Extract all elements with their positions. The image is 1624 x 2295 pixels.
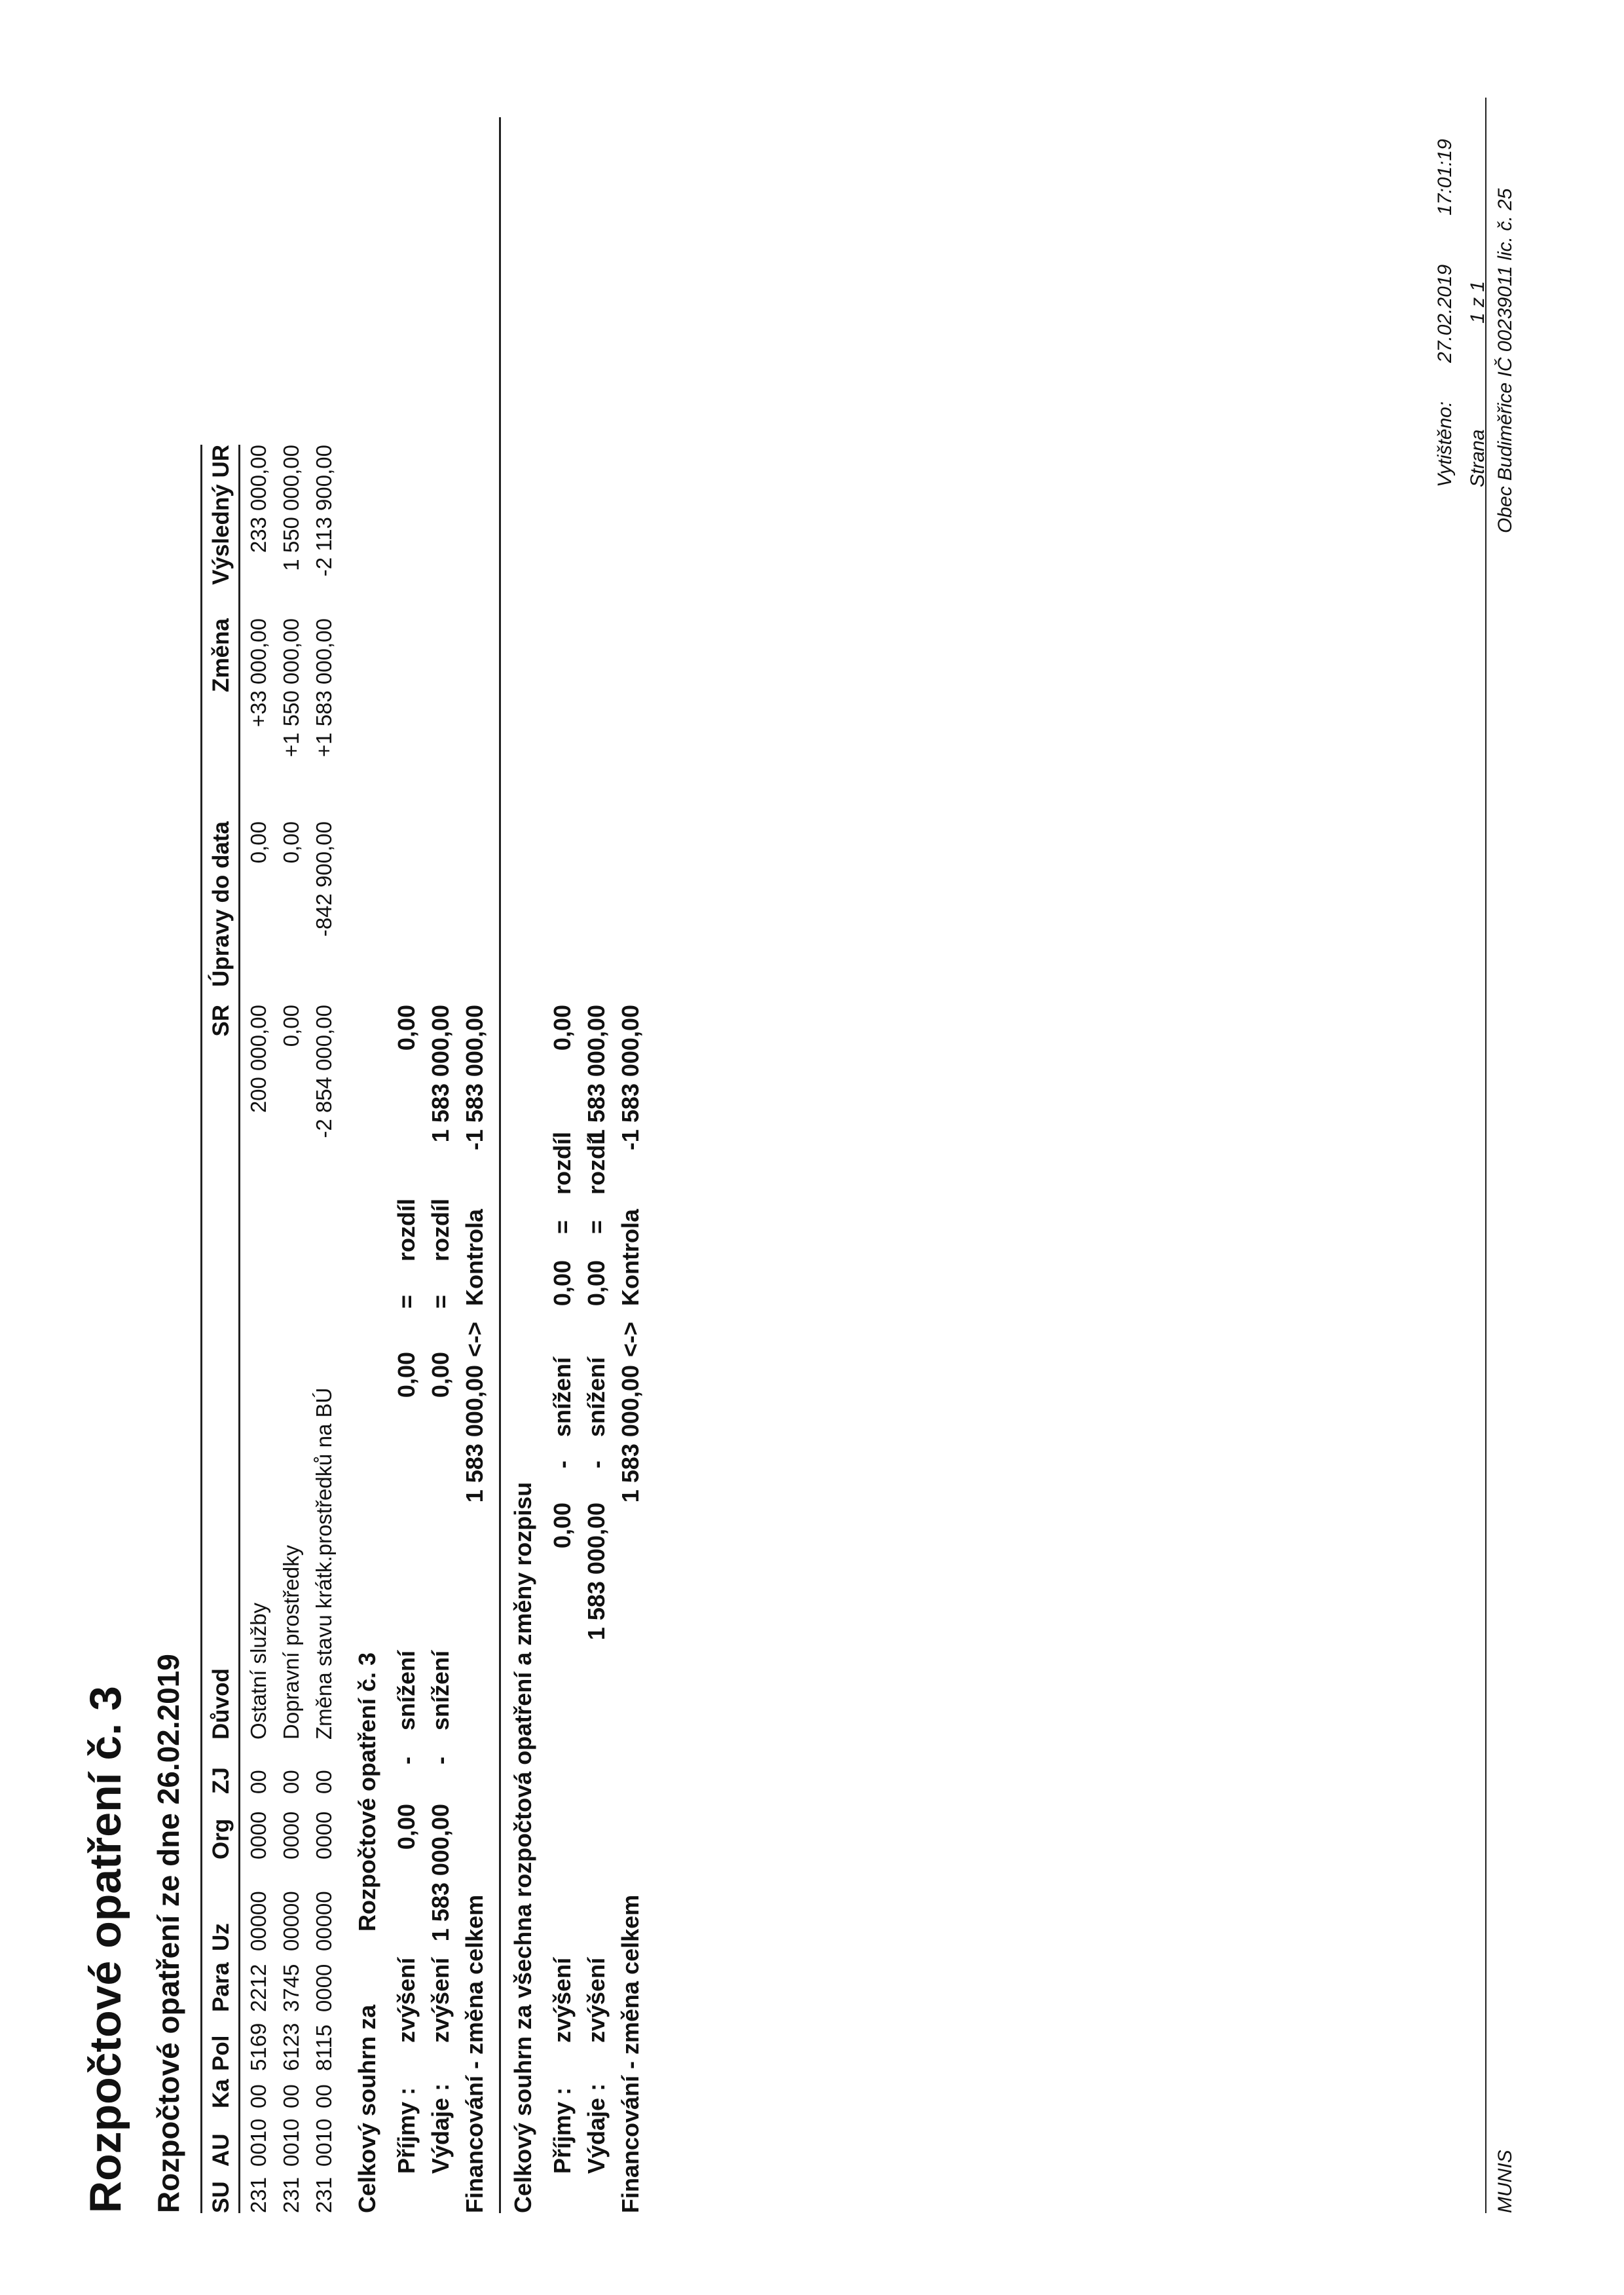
prijmy-zvyseni-value: 0,00 xyxy=(549,1502,576,1549)
printed-label: Vytištěno: xyxy=(1434,401,1456,487)
prijmy-label: Příjmy : xyxy=(549,2087,576,2174)
footer-rule xyxy=(1485,98,1486,2213)
prijmy-equals: = xyxy=(549,1220,576,1234)
table-top-rule xyxy=(200,445,202,2213)
prijmy-minus: - xyxy=(393,1757,420,1764)
page-label: Strana xyxy=(1467,429,1488,487)
vydaje-equals: = xyxy=(583,1220,610,1234)
financovani-label: Financování - změna celkem xyxy=(461,1894,488,2213)
summary-heading: Celkový souhrn za xyxy=(354,2004,380,2213)
cell-uz: 00000 xyxy=(246,1891,270,1951)
cell-su: 231 xyxy=(246,2176,270,2213)
vydaje-minus: - xyxy=(427,1757,454,1764)
cell-zj: 00 xyxy=(246,1770,270,1794)
summary-heading: Celkový souhrn za všechna rozpočtová opatření a změny rozpisu xyxy=(509,1482,536,2213)
cell-duvod: Změna stavu krátk.prostředků na BÚ xyxy=(312,1387,336,1740)
cell-pol: 6123 xyxy=(279,2023,303,2071)
financovani-arrow: <-> xyxy=(461,1321,488,1357)
cell-zj: 00 xyxy=(312,1770,336,1794)
prijmy-rozdil-label: rozdíl xyxy=(393,1199,420,1261)
vydaje-snizeni-label: snížení xyxy=(427,1650,454,1730)
cell-org: 0000 xyxy=(279,1811,303,1859)
kontrola-label: Kontrola xyxy=(617,1209,644,1306)
document-subtitle: Rozpočtové opatření ze dne 26.02.2019 xyxy=(151,1654,185,2213)
cell-sr: 0,00 xyxy=(279,1005,303,1047)
prijmy-rozdil-label: rozdíl xyxy=(549,1132,576,1195)
footer-organization: Obec Budiměřice IČ 00239011 lic. č. 25 xyxy=(1494,188,1516,533)
section-divider xyxy=(499,117,501,2213)
financovani-value: 1 583 000,00 xyxy=(461,1365,488,1503)
cell-para: 3745 xyxy=(279,1964,303,2012)
prijmy-rozdil-value: 0,00 xyxy=(549,1005,576,1051)
cell-upravy: -842 900,00 xyxy=(312,821,336,937)
summary-heading-name: Rozpočtové opatření č. 3 xyxy=(354,1652,380,1931)
financovani-arrow: <-> xyxy=(617,1321,644,1357)
vydaje-rozdil-label: rozdíl xyxy=(427,1199,454,1261)
document-title: Rozpočtové opatření č. 3 xyxy=(81,1686,130,2213)
cell-sr: -2 854 000,00 xyxy=(312,1005,336,1138)
cell-au: 0010 xyxy=(279,2118,303,2167)
vydaje-minus: - xyxy=(583,1461,610,1468)
vydaje-snizeni-value: 0,00 xyxy=(427,1352,454,1398)
col-upravy: Úpravy do data xyxy=(208,821,234,987)
prijmy-snizeni-label: snížení xyxy=(393,1650,420,1730)
cell-org: 0000 xyxy=(312,1811,336,1859)
financovani-value: 1 583 000,00 xyxy=(617,1365,644,1503)
cell-sr: 200 000,00 xyxy=(246,1005,270,1113)
col-zmena: Změna xyxy=(208,618,234,692)
cell-pol: 8115 xyxy=(312,2024,336,2071)
cell-su: 231 xyxy=(279,2176,303,2213)
vydaje-zvyseni-label: zvýšení xyxy=(583,1957,610,2043)
cell-duvod: Ostatní služby xyxy=(246,1602,270,1740)
cell-para: 0000 xyxy=(312,1964,336,2012)
cell-uz: 00000 xyxy=(312,1891,336,1951)
cell-upravy: 0,00 xyxy=(279,821,303,864)
cell-vysledny: -2 113 900,00 xyxy=(312,445,336,577)
prijmy-label: Příjmy : xyxy=(393,2087,420,2174)
cell-pol: 5169 xyxy=(246,2023,270,2071)
cell-zmena: +1 550 000,00 xyxy=(279,618,303,757)
col-sr: SR xyxy=(208,1005,234,1037)
vydaje-label: Výdaje : xyxy=(583,2083,610,2174)
prijmy-snizeni-value: 0,00 xyxy=(393,1352,420,1398)
vydaje-zvyseni-label: zvýšení xyxy=(427,1957,454,2043)
cell-vysledny: 233 000,00 xyxy=(246,445,270,553)
cell-uz: 00000 xyxy=(279,1891,303,1951)
prijmy-equals: = xyxy=(393,1294,420,1309)
prijmy-zvyseni-value: 0,00 xyxy=(393,1804,420,1850)
cell-duvod: Dopravní prostředky xyxy=(279,1544,303,1740)
table-header-rule xyxy=(238,445,240,2213)
cell-zj: 00 xyxy=(279,1770,303,1794)
cell-para: 2212 xyxy=(246,1964,270,2012)
prijmy-snizeni-value: 0,00 xyxy=(549,1260,576,1307)
kontrola-value: -1 583 000,00 xyxy=(617,1005,644,1151)
financovani-label: Financování - změna celkem xyxy=(617,1894,644,2213)
cell-org: 0000 xyxy=(246,1811,270,1859)
col-ka: Ka xyxy=(208,2079,234,2108)
kontrola-label: Kontrola xyxy=(461,1209,488,1306)
vydaje-snizeni-label: snížení xyxy=(583,1356,610,1437)
col-zj: ZJ xyxy=(208,1767,234,1794)
cell-zmena: +33 000,00 xyxy=(246,618,270,728)
printed-date: 27.02.2019 xyxy=(1434,264,1456,363)
vydaje-zvyseni-value: 1 583 000,00 xyxy=(583,1502,610,1641)
col-duvod: Důvod xyxy=(208,1668,234,1740)
cell-ka: 00 xyxy=(246,2084,270,2108)
col-vysledny: Výsledný UR xyxy=(208,445,234,585)
vydaje-label: Výdaje : xyxy=(427,2083,454,2174)
prijmy-zvyseni-label: zvýšení xyxy=(549,1957,576,2043)
cell-zmena: +1 583 000,00 xyxy=(312,618,336,757)
cell-ka: 00 xyxy=(279,2084,303,2108)
footer-software: MUNIS xyxy=(1494,2150,1516,2213)
col-org: Org xyxy=(208,1818,234,1859)
printed-info xyxy=(1434,139,1456,487)
vydaje-zvyseni-value: 1 583 000,00 xyxy=(427,1804,454,1942)
cell-ka: 00 xyxy=(312,2084,336,2108)
cell-su: 231 xyxy=(312,2176,336,2213)
cell-vysledny: 1 550 000,00 xyxy=(279,445,303,571)
col-pol: Pol xyxy=(208,2035,234,2071)
cell-upravy: 0,00 xyxy=(246,821,270,864)
vydaje-rozdil-value: 1 583 000,00 xyxy=(583,1005,610,1143)
prijmy-snizeni-label-2: snížení xyxy=(549,1356,576,1437)
kontrola-value: -1 583 000,00 xyxy=(461,1005,488,1151)
prijmy-zvyseni-label: zvýšení xyxy=(393,1957,420,2043)
cell-au: 0010 xyxy=(246,2118,270,2167)
vydaje-snizeni-value: 0,00 xyxy=(583,1260,610,1307)
col-au: AU xyxy=(208,2133,234,2167)
prijmy-rozdil-value: 0,00 xyxy=(393,1005,420,1051)
cell-au: 0010 xyxy=(312,2118,336,2167)
vydaje-rozdil-value: 1 583 000,00 xyxy=(427,1005,454,1143)
col-su: SU xyxy=(208,2181,234,2213)
col-uz: Uz xyxy=(208,1923,234,1951)
vydaje-rozdil-label: rozdíl xyxy=(583,1132,610,1195)
page-number: 1 z 1 xyxy=(1467,280,1488,324)
prijmy-minus: - xyxy=(549,1461,576,1468)
col-para: Para xyxy=(208,1962,234,2012)
printed-time: 17:01:19 xyxy=(1434,139,1456,215)
vydaje-equals: = xyxy=(427,1294,454,1309)
